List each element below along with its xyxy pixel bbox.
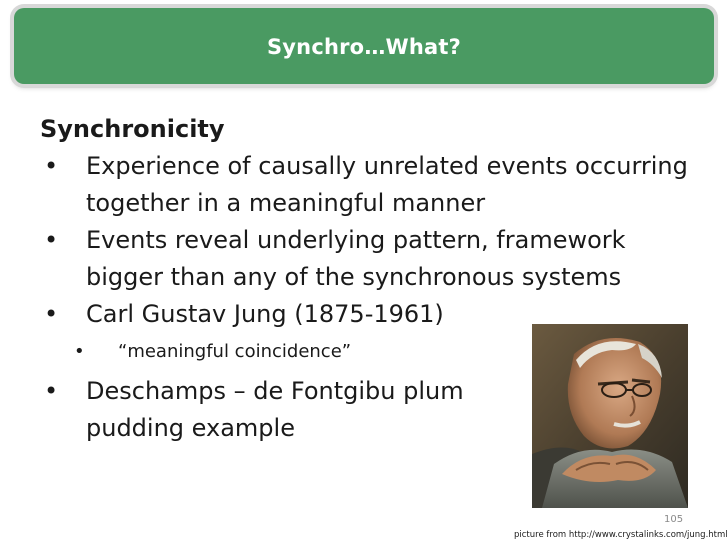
bullet-item: • Events reveal underlying pattern, framework bigger than any of the synchronous systems [40, 222, 700, 296]
bullet-item: • Deschamps – de Fontgibu plum pudding example [40, 373, 486, 447]
sub-bullet-item: • “meaningful coincidence” [40, 337, 700, 367]
slide-title: Synchro…What? [266, 35, 462, 59]
portrait-photo [532, 324, 688, 508]
photo-credit: picture from http://www.crystalinks.com/jung.html [514, 530, 728, 540]
bullet-item: • Carl Gustav Jung (1875-1961) [40, 296, 700, 333]
portrait-image [532, 324, 688, 508]
section-heading: Synchronicity [40, 115, 225, 143]
page-number: 105 [664, 514, 684, 525]
bullet-item: • Experience of causally unrelated events occurring together in a meaningful manner [40, 148, 700, 222]
title-bar [14, 8, 714, 84]
